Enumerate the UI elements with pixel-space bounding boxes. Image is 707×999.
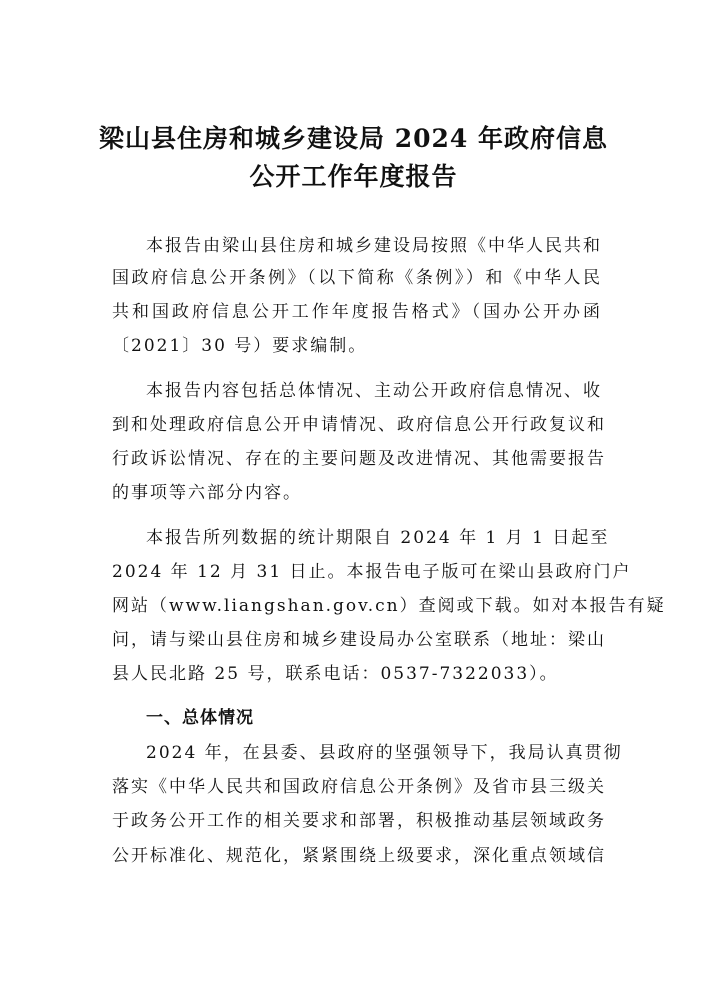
report-title-line-1: 梁山县住房和城乡建设局 2024 年政府信息 <box>99 124 608 153</box>
paragraph-3-line-1: 本报告所列数据的统计期限自 2024 年 1 月 1 日起至 <box>146 528 610 548</box>
section-1-line-2: 落实《中华人民共和国政府信息公开条例》及省市县三级关 <box>112 777 606 797</box>
paragraph-1-line-3: 共和国政府信息公开工作年度报告格式》（国办公开办函 <box>112 302 602 322</box>
paragraph-1-line-2: 国政府信息公开条例》（以下简称《条例》）和《中华人民 <box>112 268 602 288</box>
paragraph-2-line-1: 本报告内容包括总体情况、主动公开政府信息情况、收 <box>146 381 602 401</box>
report-title-line-2: 公开工作年度报告 <box>249 162 458 191</box>
section-1-line-4: 公开标准化、规范化，紧紧围绕上级要求，深化重点领域信 <box>112 846 606 866</box>
paragraph-3-line-5: 县人民北路 25 号，联系电话：0537-7322033）。 <box>112 664 559 684</box>
section-1-line-3: 于政务公开工作的相关要求和部署，积极推动基层领域政务 <box>112 811 606 831</box>
section-1-line-1: 2024 年，在县委、县政府的坚强领导下，我局认真贯彻 <box>146 743 623 763</box>
paragraph-1-line-1: 本报告由梁山县住房和城乡建设局按照《中华人民共和 <box>146 236 602 256</box>
paragraph-3-line-3: 网站（www.liangshan.gov.cn）查阅或下载。如对本报告有疑 <box>112 596 666 616</box>
paragraph-3-line-2: 2024 年 12 月 31 日止。本报告电子版可在梁山县政府门户 <box>112 562 632 582</box>
paragraph-2-line-3: 行政诉讼情况、存在的主要问题及改进情况、其他需要报告 <box>112 449 606 469</box>
paragraph-3-line-4: 问，请与梁山县住房和城乡建设局办公室联系（地址：梁山 <box>112 630 606 650</box>
paragraph-2-line-4: 的事项等六部分内容。 <box>112 483 302 503</box>
paragraph-1-line-4: 〔2021〕30 号）要求编制。 <box>112 336 368 356</box>
section-1-heading: 一、总体情况 <box>146 708 254 728</box>
paragraph-2-line-2: 到和处理政府信息公开申请情况、政府信息公开行政复议和 <box>112 415 606 435</box>
